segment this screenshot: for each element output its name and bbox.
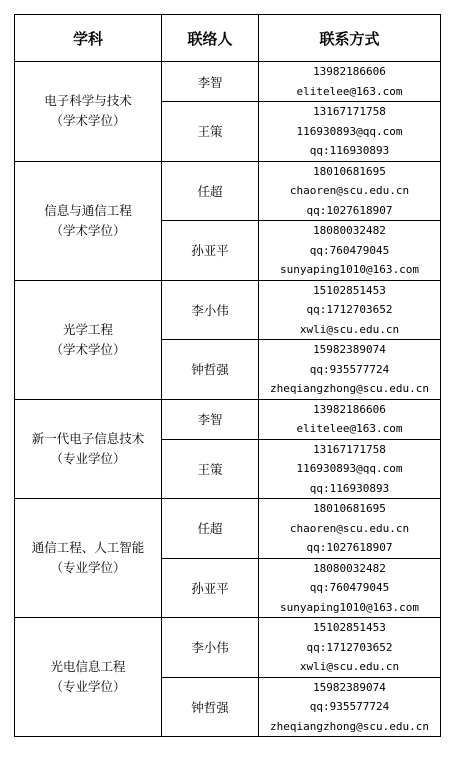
contact-info-line: 13982186606 [313, 402, 386, 416]
contact-info-cell [259, 340, 441, 400]
contact-info-line: 18010681695 [313, 502, 386, 515]
degree-type: （学术学位） [50, 222, 126, 238]
contact-info-line: qq:116930893 [309, 144, 390, 157]
contact-info-line: 15102851453 [313, 621, 386, 634]
contact-info-line: qq:935577724 [309, 362, 390, 376]
contact-info-line: qq:760479045 [309, 243, 390, 257]
table-row [15, 499, 441, 559]
header-contact-info: 联系方式 [259, 15, 441, 62]
contact-info-cell [259, 102, 441, 162]
degree-type: （学术学位） [50, 113, 126, 129]
header-row [15, 15, 441, 62]
contact-person-name: 钟哲强 [162, 677, 259, 737]
contact-info-line: elitelee@163.com [296, 84, 403, 98]
table-row [15, 618, 441, 678]
subject-cell [15, 161, 162, 280]
contact-info-line: 13982186606 [313, 65, 386, 78]
subject-name: 光电信息工程 [50, 659, 126, 674]
subject-cell [15, 618, 162, 737]
subject-name: 信息与通信工程 [44, 202, 132, 218]
contact-person-name: 李小伟 [162, 618, 259, 678]
table-row [15, 161, 441, 221]
contact-info-line: 13167171758 [313, 442, 386, 456]
contact-info-line: qq:116930893 [309, 481, 390, 495]
subject-name: 通信工程、人工智能 [31, 540, 145, 555]
header-contact-person: 联络人 [162, 15, 259, 62]
table-row [15, 280, 441, 340]
contact-info-line: 15102851453 [313, 283, 386, 297]
contact-person-name: 李小伟 [162, 280, 259, 340]
contact-info-cell [259, 221, 441, 281]
contact-info-line: chaoren@scu.edu.cn [289, 184, 410, 197]
contact-info-cell [259, 618, 441, 678]
contact-info-line: zheqiangzhong@scu.edu.cn [270, 382, 429, 395]
subject-name: 光学工程 [62, 321, 113, 337]
contact-info-line: 15982389074 [313, 343, 386, 356]
subject-cell [15, 499, 162, 618]
contacts-table [14, 14, 441, 737]
table-row [15, 62, 441, 102]
contact-info-line: zheqiangzhong@scu.edu.cn [270, 719, 429, 733]
contact-info-line: qq:1712703652 [306, 640, 393, 654]
contact-info-line: 116930893@qq.com [296, 462, 403, 475]
subject-cell [15, 62, 162, 162]
contact-person-name: 王策 [162, 439, 259, 499]
contact-info-cell [259, 677, 441, 737]
contact-person-name: 李智 [162, 399, 259, 439]
contact-person-name: 李智 [162, 62, 259, 102]
contact-info-line: qq:935577724 [309, 700, 390, 713]
degree-type: （学术学位） [50, 341, 126, 357]
contact-info-cell [259, 439, 441, 499]
subject-name: 新一代电子信息技术 [31, 430, 145, 446]
contact-person-name: 任超 [162, 161, 259, 221]
contact-info-cell [259, 399, 441, 439]
contact-person-name: 任超 [162, 499, 259, 559]
contact-info-line: 18080032482 [313, 561, 386, 575]
contact-info-line: chaoren@scu.edu.cn [289, 521, 410, 535]
contact-info-line: qq:1027618907 [306, 541, 393, 554]
subject-name: 电子科学与技术 [44, 93, 132, 109]
degree-type: （专业学位） [50, 679, 126, 694]
table-row [15, 399, 441, 439]
contact-info-line: 13167171758 [313, 105, 386, 118]
contact-person-name: 孙亚平 [162, 221, 259, 281]
contact-info-line: 18010681695 [313, 164, 386, 178]
contact-person-name: 孙亚平 [162, 558, 259, 618]
contact-person-name: 王策 [162, 102, 259, 162]
contact-info-cell [259, 62, 441, 102]
header-subject: 学科 [15, 15, 162, 62]
contact-info-line: qq:760479045 [309, 581, 390, 594]
contact-info-line: 116930893@qq.com [296, 124, 403, 138]
contact-info-line: qq:1712703652 [306, 303, 393, 316]
contact-info-cell [259, 280, 441, 340]
contact-info-line: 18080032482 [313, 224, 386, 237]
contact-info-line: sunyaping1010@163.com [279, 263, 420, 276]
table-body [15, 62, 441, 737]
contact-info-line: xwli@scu.edu.cn [299, 322, 400, 336]
contact-info-line: sunyaping1010@163.com [279, 600, 420, 614]
contact-person-name: 钟哲强 [162, 340, 259, 400]
contact-info-line: 15982389074 [313, 680, 386, 694]
degree-type: （专业学位） [50, 450, 126, 466]
contact-info-cell [259, 558, 441, 618]
contact-info-line: qq:1027618907 [306, 203, 393, 217]
contact-info-line: elitelee@163.com [296, 422, 403, 435]
degree-type: （专业学位） [50, 560, 126, 575]
subject-cell [15, 280, 162, 399]
contact-info-cell [259, 499, 441, 559]
contact-info-line: xwli@scu.edu.cn [299, 660, 400, 673]
contact-info-cell [259, 161, 441, 221]
subject-cell [15, 399, 162, 499]
